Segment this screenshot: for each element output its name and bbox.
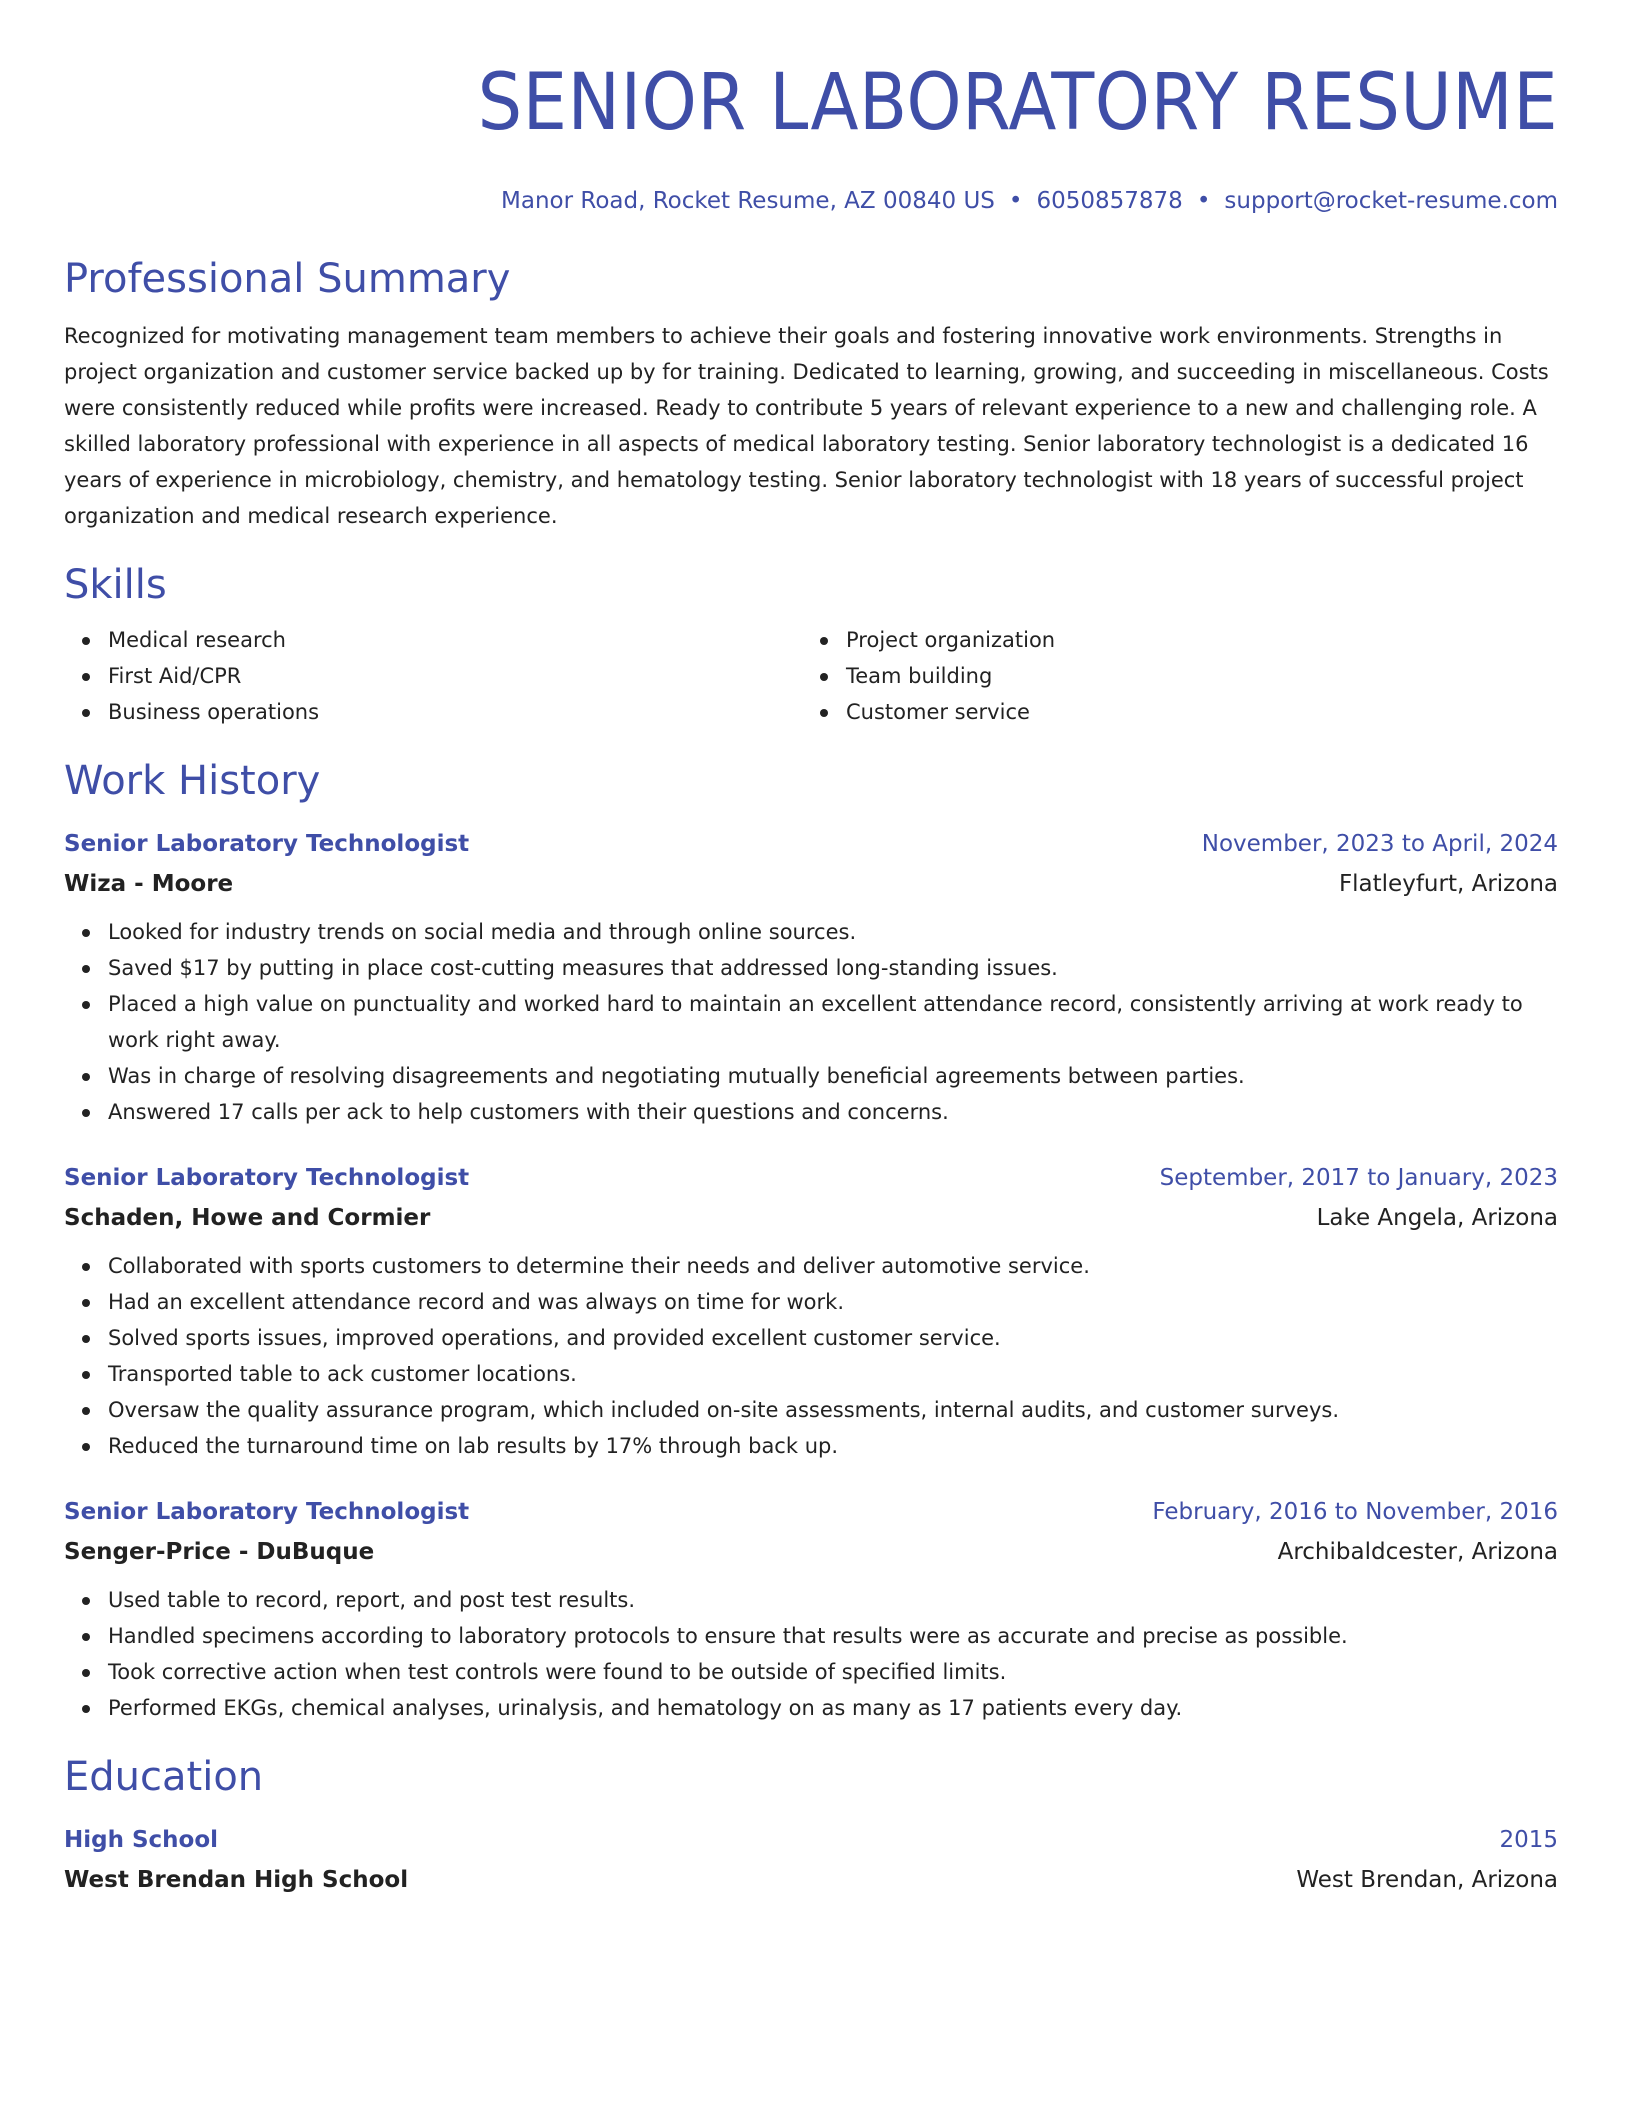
contact-email: support@rocket-resume.com (1224, 188, 1558, 214)
job-entry (64, 1492, 1558, 1726)
contact-separator: • (1196, 188, 1211, 214)
job-bullet: Saved $17 by putting in place cost-cutting measures that addressed long-standing issues. (108, 950, 1558, 986)
skills-column-right (802, 622, 1540, 730)
job-bullet: Answered 17 calls per ack to help customers with their questions and concerns. (108, 1094, 1558, 1130)
resume-page (64, 0, 1558, 1900)
job-location: Archibaldcester, Arizona (1277, 1539, 1558, 1565)
job-company: Senger-Price - DuBuque (64, 1539, 375, 1565)
job-bullet: Used table to record, report, and post test results. (108, 1582, 1558, 1618)
job-role: Senior Laboratory Technologist (64, 831, 470, 857)
education-degree: High School (64, 1827, 219, 1853)
job-dates: November, 2023 to April, 2024 (1201, 831, 1558, 857)
skills-heading: Skills (64, 562, 167, 608)
contact-phone: 6050857878 (1036, 188, 1183, 214)
job-bullets (64, 1582, 1558, 1726)
job-bullet: Solved sports issues, improved operations, and provided excellent customer service. (108, 1320, 1558, 1356)
education-school: West Brendan High School (64, 1867, 409, 1893)
job-entry (64, 824, 1558, 1130)
job-bullet: Looked for industry trends on social media and through online sources. (108, 914, 1558, 950)
job-bullet: Took corrective action when test controls were found to be outside of specified limits. (108, 1654, 1558, 1690)
skills-list (64, 622, 1558, 730)
job-location: Lake Angela, Arizona (1316, 1205, 1558, 1231)
job-bullet: Had an excellent attendance record and was always on time for work. (108, 1284, 1558, 1320)
contact-line (64, 186, 1558, 216)
job-bullet: Oversaw the quality assurance program, which included on-site assessments, internal audits, and customer surveys. (108, 1392, 1558, 1428)
education-location: West Brendan, Arizona (1296, 1867, 1558, 1893)
job-role: Senior Laboratory Technologist (64, 1165, 470, 1191)
job-bullets (64, 914, 1558, 1130)
education-entry (64, 1820, 1558, 1900)
contact-address: Manor Road, Rocket Resume, AZ 00840 US (501, 188, 995, 214)
skills-column-left (64, 622, 802, 730)
job-bullets (64, 1248, 1558, 1464)
skill-item: Business operations (108, 694, 802, 730)
job-bullet: Handled specimens according to laboratory protocols to ensure that results were as accurate and precise as possible. (108, 1618, 1558, 1654)
education-year: 2015 (1499, 1827, 1558, 1853)
work-history-heading: Work History (64, 758, 321, 804)
job-bullet: Collaborated with sports customers to determine their needs and deliver automotive service. (108, 1248, 1558, 1284)
skill-item: First Aid/CPR (108, 658, 802, 694)
job-role: Senior Laboratory Technologist (64, 1499, 470, 1525)
job-location: Flatleyfurt, Arizona (1338, 871, 1558, 897)
skill-item: Project organization (846, 622, 1540, 658)
job-dates: September, 2017 to January, 2023 (1159, 1165, 1558, 1191)
skill-item: Customer service (846, 694, 1540, 730)
skill-item: Team building (846, 658, 1540, 694)
job-bullet: Was in charge of resolving disagreements and negotiating mutually beneficial agreements between parties. (108, 1058, 1558, 1094)
job-dates: February, 2016 to November, 2016 (1152, 1499, 1558, 1525)
job-bullet: Performed EKGs, chemical analyses, urinalysis, and hematology on as many as 17 patients every day. (108, 1690, 1558, 1726)
resume-title: SENIOR LABORATORY RESUME (477, 58, 1559, 148)
education-heading: Education (64, 1754, 264, 1800)
summary-heading: Professional Summary (64, 256, 511, 302)
job-entry (64, 1158, 1558, 1464)
job-company: Schaden, Howe and Cormier (64, 1205, 431, 1231)
job-bullet: Placed a high value on punctuality and worked hard to maintain an excellent attendance record, consistently arriving at work ready to work right away. (108, 986, 1558, 1058)
skill-item: Medical research (108, 622, 802, 658)
job-company: Wiza - Moore (64, 871, 234, 897)
job-bullet: Transported table to ack customer locations. (108, 1356, 1558, 1392)
job-bullet: Reduced the turnaround time on lab results by 17% through back up. (108, 1428, 1558, 1464)
summary-text: Recognized for motivating management team members to achieve their goals and fostering innovative work environments. Strengths in project organization and customer service backed up by for training. Dedicated to learning, growing, and succeeding in miscellaneous. Costs were consistently reduced while profits were increased. Ready to contribute 5 years of relevant experience to a new and challenging role. A skilled laboratory professional with experience in all aspects of medical laboratory testing. Senior laboratory technologist is a dedicated 16 years of experience in microbiology, chemistry, and hematology testing. Senior laboratory technologist with 18 years of successful project organization and medical research experience. (64, 324, 1549, 528)
contact-separator: • (1008, 188, 1023, 214)
